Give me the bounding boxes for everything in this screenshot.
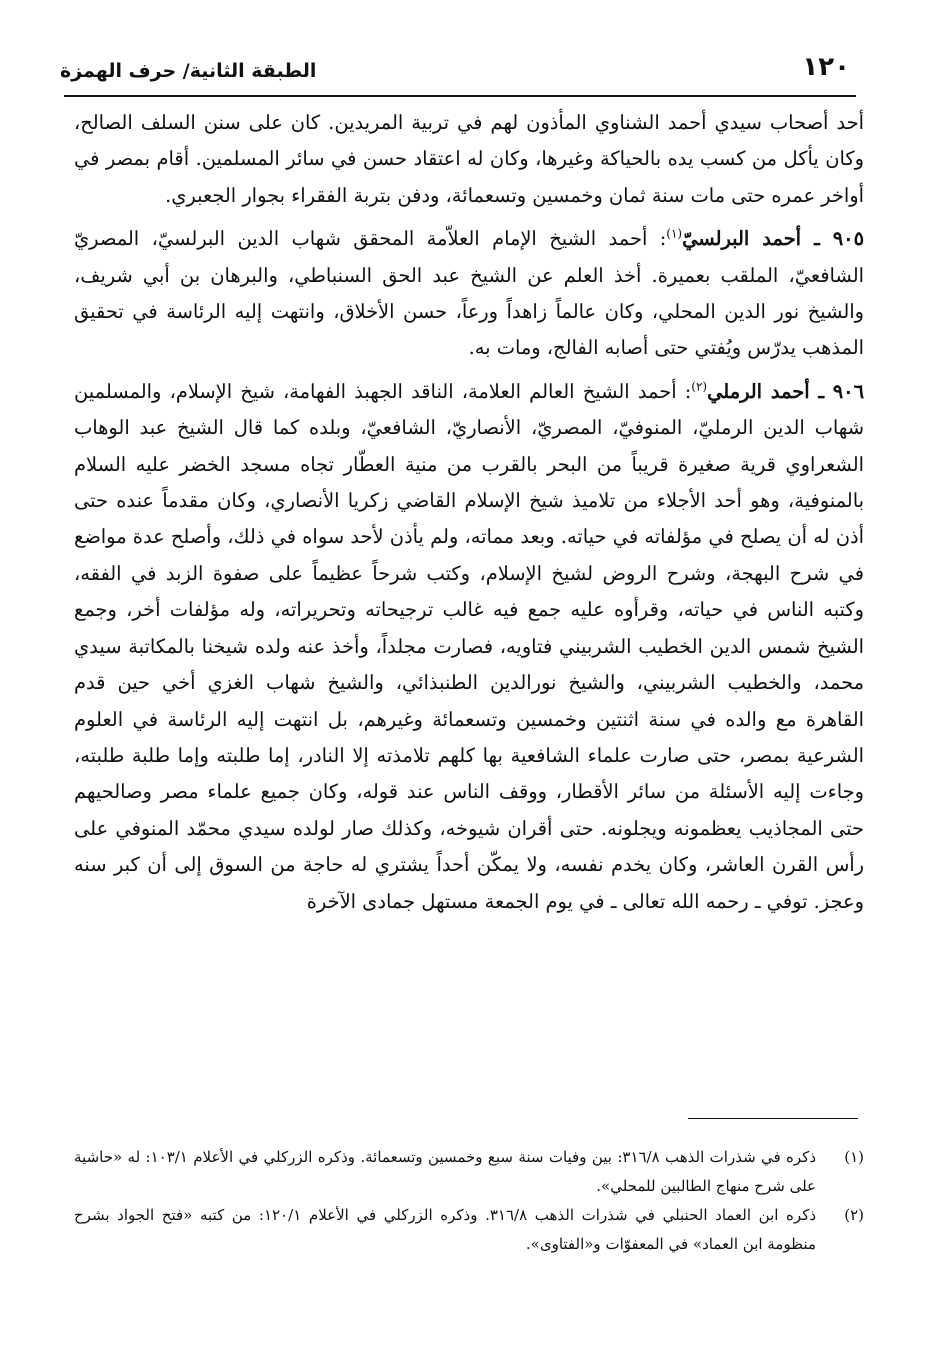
- page-number: ١٢٠: [802, 52, 850, 82]
- entry-heading: ٩٠٦ ـ أحمد الرملي: [707, 379, 864, 403]
- entry-text: : أحمد الشيخ العالم العلامة، الناقد الجهبذ الفهامة، شيخ الإسلام، والمسلمين شهاب الدين الرمليّ، المنوفيّ، المصريّ، الأنصاريّ، الشافعيّ، وبلده كما قال الشيخ عبد الوهاب الشعراوي قرية صغيرة قريباً من البحر بالقرب من منية العطّار تجاه مسجد الخضر عليه السلام بالمنوفية، وهو أحد الأجلاء من تلاميذ شيخ الإسلام القاضي زكريا الأنصاري، وكان مقدماً عنده حتى أذن له أن يصلح في مؤلفاته في حياته. وبعد مماته، ولم يأذن لأحد سواه في ذلك، وأصلح عدة مواضع في شرح البهجة، وشرح الروض لشيخ الإسلام، وكتب شرحاً عظيماً على صفوة الزبد في الفقه، وكتبه الناس في حياته، وقرأوه عليه جمع فيه غالب ترجيحاته وتحريراته، وله مؤلفات أخر، وجمع الشيخ شمس الدين الخطيب الشربيني فتاويه، فصارت مجلداً، وأخذ عنه ولده شيخنا بالمكاتبة سيدي محمد، والخطيب الشربيني، والشيخ نورالدين الطنبذائي، والشيخ شهاب الغزي أخي حين قدم القاهرة مع والده في سنة اثنتين وخمسين وتسعمائة وغيرهم، بل انتهت إليه الرئاسة في العلوم الشرعية بمصر، حتى صارت علماء الشافعية بها كلهم تلامذته إلا النادر، إما طلبته وإما طلبة طلبته، وجاءت إليه الأسئلة من سائر الأقطار، ووقف الناس عند قوله، وكان جميع علماء مصر وصالحيهم حتى المجاذيب يعظمونه ويجلونه. حتى أقران شيوخه، وكذلك صار لولده سيدي محمّد المنوفي على رأس القرن العاشر، وكان يخدم نفسه، ولا يمكّن أحداً يشتري له حاجة من السوق إلى أن كبر سنه وعجز. توفي ـ رحمه الله تعالى ـ في يوم الجمعة مستهل جمادى الآخرة: [74, 379, 864, 913]
- page-header: [60, 46, 860, 94]
- running-title: الطبقة الثانية/ حرف الهمزة: [60, 60, 317, 82]
- footnote-text: ذكره ابن العماد الحنبلي في شذرات الذهب ٣١٦/٨. وذكره الزركلي في الأعلام ١٢٠/١: من كتبه «فتح الجواد بشرح منظومة ابن العماد» في المعفوّات و«الفتاوى».: [74, 1206, 817, 1253]
- footnote-2: [74, 1201, 864, 1259]
- footnote-marker: (٢): [691, 379, 708, 394]
- footnote-number: (٢): [844, 1206, 864, 1224]
- entry-text: : أحمد الشيخ الإمام العلاّمة المحقق شهاب الدين البرلسيّ، المصريّ الشافعيّ، الملقب بعميرة. أخذ العلم عن الشيخ عبد الحق السنباطي، والبرهان بن أبي شريف، والشيخ نور الدين المحلي، وكان عالماً زاهداً ورعاً، حسن الأخلاق، وانتهت إليه الرئاسة في تحقيق المذهب يدرّس ويُفتي حتى أصابه الفالج، ومات به.: [74, 227, 864, 360]
- footnote-number: (١): [844, 1148, 864, 1166]
- footnotes: [74, 1143, 864, 1259]
- footnote-1: [74, 1143, 864, 1201]
- footnote-marker: (١): [666, 226, 683, 241]
- entry-heading: ٩٠٥ ـ أحمد البرلسيّ: [682, 227, 864, 251]
- header-divider: [64, 95, 856, 97]
- footnote-text: ذكره في شذرات الذهب ٣١٦/٨: بين وفيات سنة سبع وخمسين وتسعمائة. وذكره الزركلي في الأعلام ١٠٣/١: له «حاشية على شرح منهاج الطالبين للمحلي».: [74, 1148, 817, 1195]
- main-text: [74, 105, 864, 920]
- biography-entry-905: [74, 221, 864, 367]
- paragraph-continuation: أحد أصحاب سيدي أحمد الشناوي المأذون لهم في تربية المريدين. كان على سنن السلف الصالح، وكان يأكل من كسب يده بالحياكة وغيرها، وكان له اعتقاد حسن في سائر المسلمين. أقام بمصر في أواخر عمره حتى مات سنة ثمان وخمسين وتسعمائة، ودفن بتربة الفقراء بجوار الجعبري.: [74, 111, 864, 207]
- biography-entry-906: [74, 374, 864, 920]
- footnote-divider: [688, 1118, 858, 1119]
